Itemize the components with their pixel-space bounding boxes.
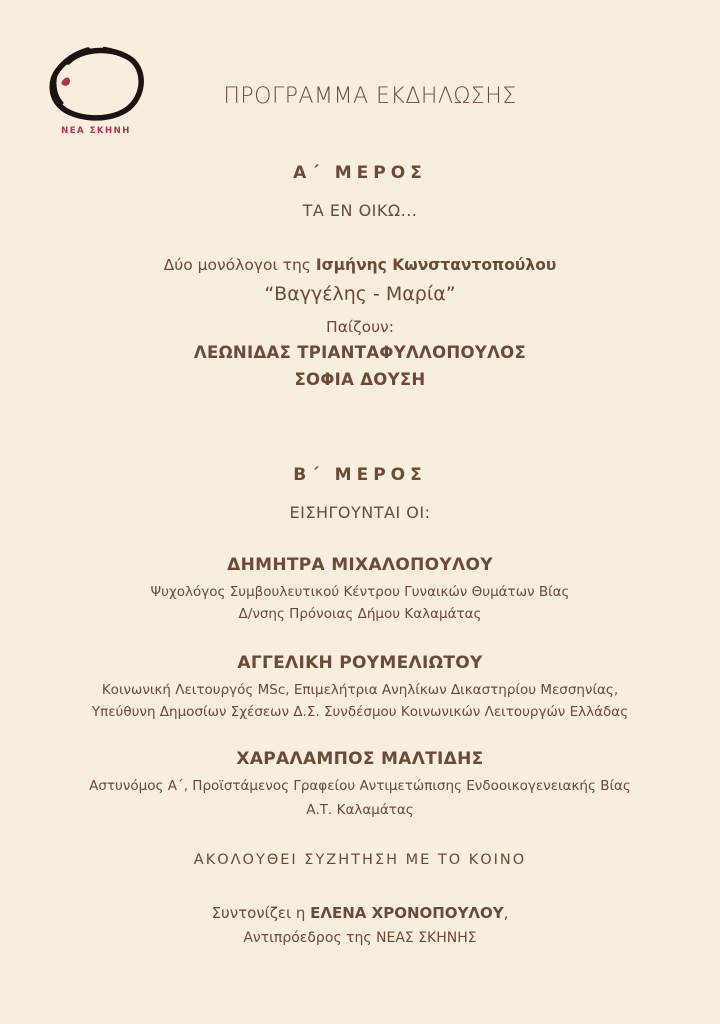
moderator-prefix: Συντονίζει η bbox=[211, 904, 311, 922]
play-intro bbox=[0, 256, 720, 274]
speaker-role: Ψυχολόγος Συμβουλευτικού Κέντρου Γυναικών Θυμάτων Βίας bbox=[150, 584, 570, 600]
speaker-role: Α.Τ. Καλαμάτας bbox=[306, 802, 414, 818]
part-a-subheading: ΤΑ ΕΝ ΟΙΚΩ... bbox=[302, 201, 418, 220]
speaker-role: Κοινωνική Λειτουργός MSc, Επιμελήτρια Ανηλίκων Δικαστηρίου Μεσσηνίας, bbox=[101, 682, 619, 698]
page-title: ΠΡΟΓΡΑΜΜΑ ΕΚΔΗΛΩΣΗΣ bbox=[223, 84, 517, 109]
speaker-role: Δ/νσης Πρόνοιας Δήμου Καλαμάτας bbox=[238, 606, 482, 622]
brush-circle-icon bbox=[44, 40, 148, 130]
cast-name: ΛΕΩΝΙΔΑΣ ΤΡΙΑΝΤΑΦΥΛΛΟΠΟΥΛΟΣ bbox=[193, 343, 527, 362]
moderator-role: Αντιπρόεδρος της ΝΕΑΣ ΣΚΗΝΗΣ bbox=[243, 930, 477, 946]
play-title: “Βαγγέλης - Μαρία” bbox=[264, 283, 456, 305]
discussion-note: ΑΚΟΛΟΥΘΕΙ ΣΥΖΗΤΗΣΗ ΜΕ ΤΟ ΚΟΙΝΟ bbox=[193, 852, 527, 868]
speaker-name: ΧΑΡΑΛΑΜΠΟΣ ΜΑΛΤΙΔΗΣ bbox=[236, 749, 484, 769]
author-name: Ισμήνης Κωνσταντοπούλου bbox=[315, 256, 557, 274]
cast-label: Παίζουν: bbox=[326, 318, 394, 336]
speaker-role: Υπεύθυνη Δημοσίων Σχέσεων Δ.Σ. Συνδέσμου Κοινωνικών Λειτουργών Ελλάδας bbox=[91, 704, 629, 720]
moderator-suffix: , bbox=[503, 904, 509, 922]
part-a-heading: Α΄ ΜΕΡΟΣ bbox=[293, 163, 427, 183]
speaker-role: Αστυνόμος Α΄, Προϊστάμενος Γραφείου Αντιμετώπισης Ενδοοικογενειακής Βίας bbox=[89, 778, 631, 794]
moderator-name: ΕΛΕΝΑ ΧΡΟΝΟΠΟΥΛΟΥ bbox=[310, 904, 504, 922]
part-b-subheading: ΕΙΣΗΓΟΥΝΤΑΙ ΟΙ: bbox=[289, 503, 431, 522]
red-drop-icon bbox=[62, 77, 71, 85]
moderator-line bbox=[0, 904, 720, 922]
logo bbox=[44, 40, 148, 140]
speaker-name: ΔΗΜΗΤΡΑ ΜΙΧΑΛΟΠΟΥΛΟΥ bbox=[227, 555, 493, 575]
part-b-heading: Β΄ ΜΕΡΟΣ bbox=[293, 465, 427, 485]
intro-prefix: Δύο μονόλογοι της bbox=[163, 256, 316, 274]
cast-name: ΣΟΦΙΑ ΔΟΥΣΗ bbox=[294, 370, 426, 389]
speaker-name: ΑΓΓΕΛΙΚΗ ΡΟΥΜΕΛΙΩΤΟΥ bbox=[237, 653, 483, 673]
logo-text: ΝΕΑ ΣΚΗΝΗ bbox=[61, 126, 131, 136]
